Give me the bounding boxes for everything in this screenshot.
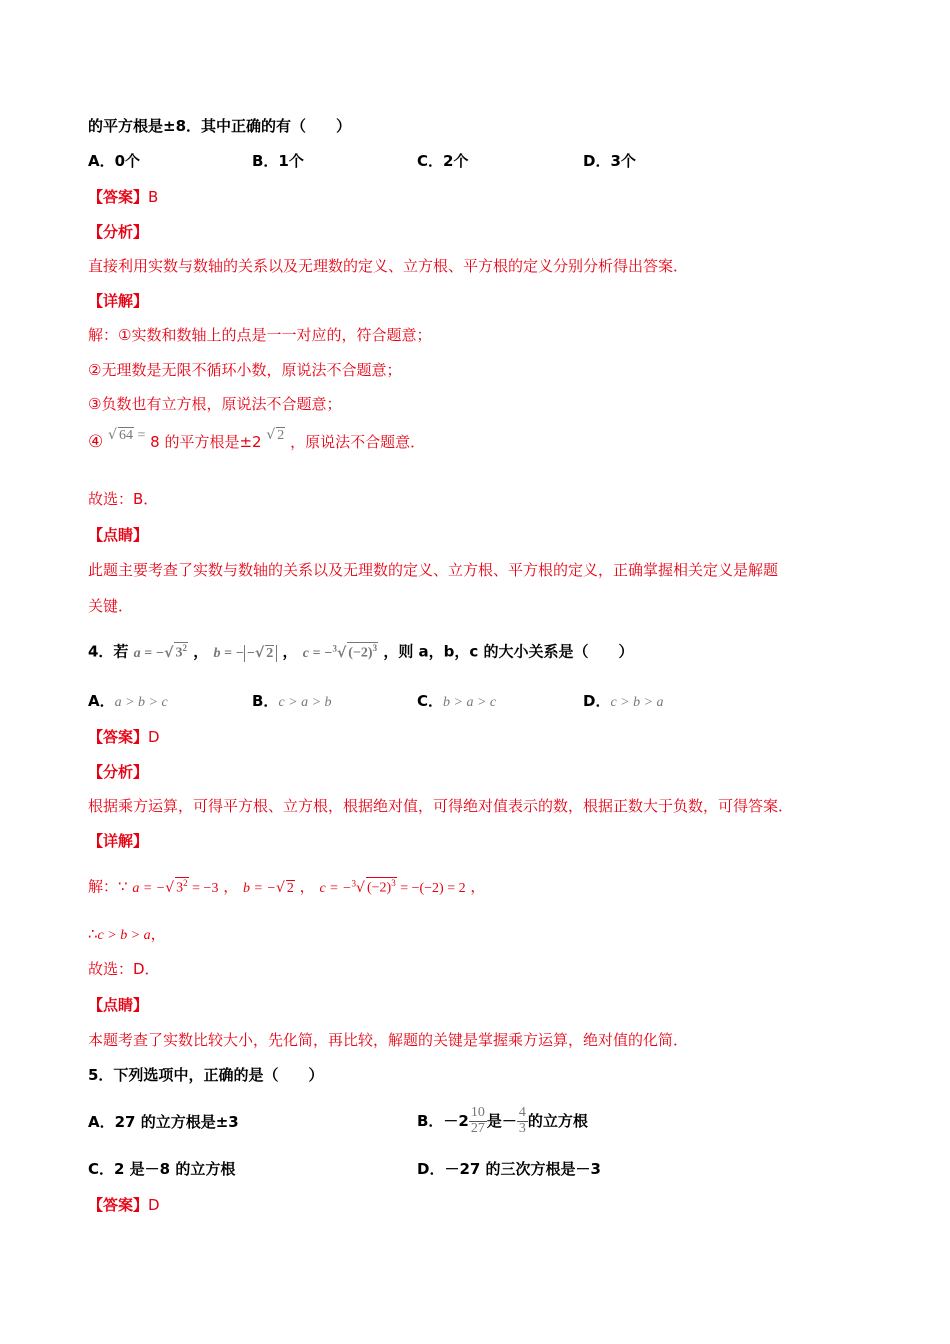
q4-therefore-line [88,925,166,945]
a-base: 3 [175,645,183,661]
q4-option-a [88,692,168,712]
fraction-4-3 [517,1106,528,1136]
d4-text-b: ，原说法不合题意． [290,433,426,451]
b-inner-minus: − [246,645,255,661]
q3-detail-line-3: ③负数也有立方根，原说法不合题意； [88,395,342,413]
q3-choose: 故选：B． [88,490,159,508]
answer-tag: 【答案】 [88,728,149,746]
option-label: C． [417,692,444,710]
a-lhs: a = − [133,645,165,661]
option-b-prefix: B．－2 [417,1112,469,1130]
a-radicand [174,642,188,662]
option-label: D． [583,692,611,710]
option-expr: c > a > b [278,695,332,710]
a-power: 2 [183,878,188,888]
sqrt-2-expr: √ 2 [266,427,285,443]
circled-four-mark: ④ [88,432,104,452]
c-power: 3 [372,643,378,653]
q3-option-d: D．3个 [583,152,636,170]
q4-b-expr [213,646,277,661]
a-result: = −3 [192,880,219,896]
c-base: (−2) [348,645,373,661]
option-label: A． [88,692,115,710]
option-b-suffix: 的立方根 [527,1112,588,1130]
c-radicand [366,877,397,897]
a-radicand [175,877,189,897]
answer-value: B [148,188,159,206]
sep-comma: ， [282,642,298,661]
q3-comment-tag: 【点睛】 [88,526,149,544]
q4-detail-tag: 【详解】 [88,832,149,850]
q4-comment-tag: 【点睛】 [88,996,149,1014]
end-comma: ， [470,877,486,896]
equals-sign: = [137,428,146,443]
q3-detail-line-1: 解：①实数和数轴上的点是一一对应的，符合题意； [88,326,432,344]
b-radicand: 2 [286,880,294,896]
q4-analysis-text: 根据乘方运算，可得平方根、立方根，根据绝对值，可得绝对值表示的数，根据正数大于负数，可得答案． [88,797,794,815]
answer-value: D [148,728,160,746]
q3-option-c: C．2个 [417,152,469,170]
q4-option-c [417,692,496,712]
q3-analysis-text: 直接利用实数与数轴的关系以及无理数的定义、立方根、平方根的定义分别分析得出答案． [88,257,689,275]
q5-option-b [417,1100,588,1142]
q4-comment-text: 本题考查了实数比较大小，先化简，再比较，解题的关键是掌握乘方运算，绝对值的化简． [88,1031,689,1049]
c-lhs: c = − [319,880,352,896]
q4-choose: 故选：D． [88,960,160,978]
q5-option-c: C．2 是－8 的立方根 [88,1160,236,1178]
q3-detail-tag: 【详解】 [88,292,149,310]
option-b-middle: 是－ [486,1112,517,1130]
q3-comment-line-2: 关键． [88,597,134,615]
radicand-64: 64 [118,428,133,443]
c-power: 3 [391,878,396,888]
option-expr: c > b > a [610,695,664,710]
solution-b-expr: b = −√ 2 [243,879,294,896]
c-root-index: 3 [351,878,357,888]
d4-text-a: 8 的平方根是±2 [150,433,262,451]
denominator: 27 [470,1121,485,1136]
solution-a-expr: a = −√ $3^2 = -3$ [132,878,219,896]
solution-c-expr: c = −$^3$√ $(-2)^3 = -(-2) = 2$ [319,878,466,896]
q4-a-expr: a = −√ $3^2$ [133,643,187,661]
sep-comma: ， [193,642,209,661]
denominator: 3 [518,1121,526,1136]
q5-stem: 5．下列选项中，正确的是（ ） [88,1066,324,1084]
sep-comma: ， [299,877,315,896]
mixed-fraction-10-27 [469,1106,487,1136]
numerator: 10 [470,1105,485,1121]
c-base: (−2) [366,880,392,896]
q4-stem-tail: ，则 a，b，c 的大小关系是（ ） [383,642,634,661]
solution-lead: 解：∵ [88,877,128,896]
q4-c-expr: c = −$^3$√ $(-2)^3$ [302,643,378,661]
answer-tag: 【答案】 [88,188,149,206]
answer-value: D [148,1196,160,1214]
q5-option-d: D．－27 的三次方根是－3 [417,1160,601,1178]
end-comma: ， [150,925,166,943]
b-abs: −√ 2 [244,645,277,663]
c-lhs: c = − [302,645,333,661]
a-base: 3 [176,880,184,896]
c-root-index: 3 [332,643,337,653]
therefore-symbol: ∴ [88,925,98,943]
option-label: B． [252,692,279,710]
b-lhs: b = − [213,645,244,661]
a-lhs: a = − [132,880,166,896]
q3-stem-tail: 的平方根是±8．其中正确的有（ ） [88,117,352,135]
q3-analysis-tag: 【分析】 [88,223,149,241]
q3-comment-line-1: 此题主要考查了实数与数轴的关系以及无理数的定义、立方根、平方根的定义，正确掌握相关定义是解题 [88,561,779,579]
q4-option-b [252,692,332,712]
q3-detail-line-2: ②无理数是无限不循环小数，原说法不合题意； [88,361,402,379]
q5-answer [88,1196,160,1214]
c-radicand [347,642,378,662]
q4-analysis-tag: 【分析】 [88,763,149,781]
answer-tag: 【答案】 [88,1196,149,1214]
q4-solution-line [88,877,485,897]
q5-option-a: A．27 的立方根是±3 [88,1113,239,1131]
sep-comma: ， [223,877,239,896]
q4-number: 4．若 [88,642,129,661]
radicand-2: 2 [277,428,285,443]
b-lhs: b = − [243,880,276,896]
sqrt-64-expr: √ 64 = [108,427,146,443]
q4-answer [88,728,160,746]
c-result: = −(−2) = 2 [400,880,466,896]
b-radicand: 2 [266,645,274,661]
ordering-expr: c > b > a [97,928,151,943]
q3-answer [88,188,158,206]
option-expr: b > a > c [443,695,497,710]
q3-detail-line-4 [88,427,426,453]
a-power: 2 [182,643,187,653]
option-expr: a > b > c [114,695,168,710]
q4-stem [88,642,634,662]
q4-option-d [583,692,664,712]
numerator: 4 [518,1105,526,1121]
q3-option-a: A．0个 [88,152,141,170]
q3-option-b: B．1个 [252,152,304,170]
